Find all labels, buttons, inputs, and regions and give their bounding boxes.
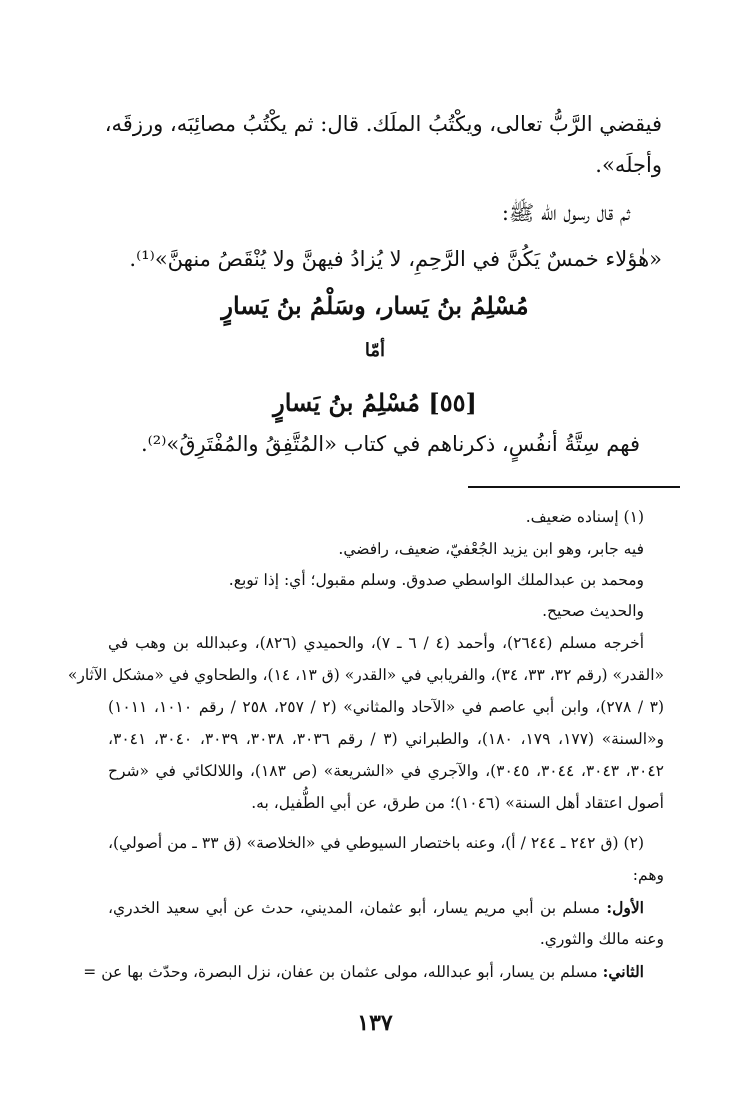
footnote-separator: [468, 486, 680, 488]
footnote-1-line-5: أخرجه مسلم (٢٦٤٤)، وأحمد (٤ / ٦ ـ ٧)، والحميدي (٨٢٦)، وعبدالله بن وهب في: [108, 634, 645, 652]
hadith-quote: «هٰؤلاء خمسٌ يَكُنَّ في الرَّحِمِ، لا يُزادُ فيهنَّ ولا يُنْقَصُ منهنَّ»⁽¹⁾.: [129, 247, 662, 271]
footnote-2-line-1: (٢) (ق ٢٤٢ ـ ٢٤٤ / أ)، وعنه باختصار السيوطي في «الخلاصة» (ق ٣٣ ـ من أصولي)،: [108, 834, 644, 852]
footnote-1-line-3: ومحمد بن عبدالملك الواسطي صدوق. وسلم مقبول؛ أي: إذا توبع.: [228, 571, 644, 589]
entry-heading: [٥٥] مُسْلِمُ بنُ يَسارٍ: [273, 388, 477, 417]
main-text-line-1: فيقضي الرَّبُّ تعالى، ويكْتُبُ الملَك. قال: ثم يكْتُبُ مصائِبَه، ورزقَه،: [104, 112, 662, 136]
footnote-2-line-5: [83, 962, 644, 981]
footnote-2-line-4: وعنه مالك والثوري.: [539, 930, 664, 948]
main-text-line-3: ثم قال رسول الله ﷺ:: [501, 201, 630, 225]
second-text: مسلم بن يسار، أبو عبدالله، مولى عثمان بن عفان، نزل البصرة، وحدّث بها عن =: [83, 963, 603, 981]
section-heading: مُسْلِمُ بنُ يَسار، وسَلْمُ بنُ يَسارٍ: [221, 291, 529, 320]
footnote-1-line-2: فيه جابر، وهو ابن يزيد الجُعْفيّ، ضعيف، رافضي.: [338, 540, 644, 558]
footnote-2-line-2: وهم:: [632, 866, 664, 884]
second-label: الثاني:: [602, 962, 644, 981]
main-text-line-2: وأجلَه».: [595, 153, 662, 177]
main-text-line-5: فهم سِتَّةُ أنفُسٍ، ذكرناهم في كتاب «المُتَّفِقُ والمُفْتَرِقُ»⁽²⁾.: [140, 432, 640, 456]
first-text: مسلم بن أبي مريم يسار، أبو عثمان، المديني، حدث عن أبي سعيد الخدري،: [108, 899, 607, 917]
footnote-1-line-6: «القدر» (رقم ٣٢، ٣٣، ٣٤)، والفريابي في «القدر» (ق ١٣، ١٤)، والطحاوي في «مشكل الآثار»: [67, 666, 664, 684]
page-number: ١٣٧: [357, 1010, 393, 1036]
footnote-1-line-7: (٣ / ٢٧٨)، وابن أبي عاصم في «الآحاد والمثاني» (٢ / ٢٥٧، ٢٥٨ / رقم ١٠١٠، ١٠١١): [108, 698, 665, 716]
first-label: الأول:: [606, 898, 644, 917]
footnote-1-line-8: و«السنة» (١٧٧، ١٧٩، ١٨٠)، والطبراني (٣ / رقم ٣٠٣٦، ٣٠٣٨، ٣٠٣٩، ٣٠٤٠، ٣٠٤١،: [108, 730, 664, 748]
footnote-1-line-9: ٣٠٤٢، ٣٠٤٣، ٣٠٤٤، ٣٠٤٥)، والآجري في «الشريعة» (ص ١٨٣)، واللالكائي في «شرح: [108, 762, 664, 780]
footnote-2-line-3: [108, 898, 644, 917]
footnote-1-line-1: (١) إسناده ضعيف.: [525, 508, 644, 526]
footnote-1-line-10: أصول اعتقاد أهل السنة» (١٠٤٦)؛ من طرق، عن أبي الطُّفيل، به.: [251, 794, 664, 812]
footnote-1-line-4: والحديث صحيح.: [542, 602, 644, 620]
subheading-amma: أمّا: [364, 340, 386, 361]
